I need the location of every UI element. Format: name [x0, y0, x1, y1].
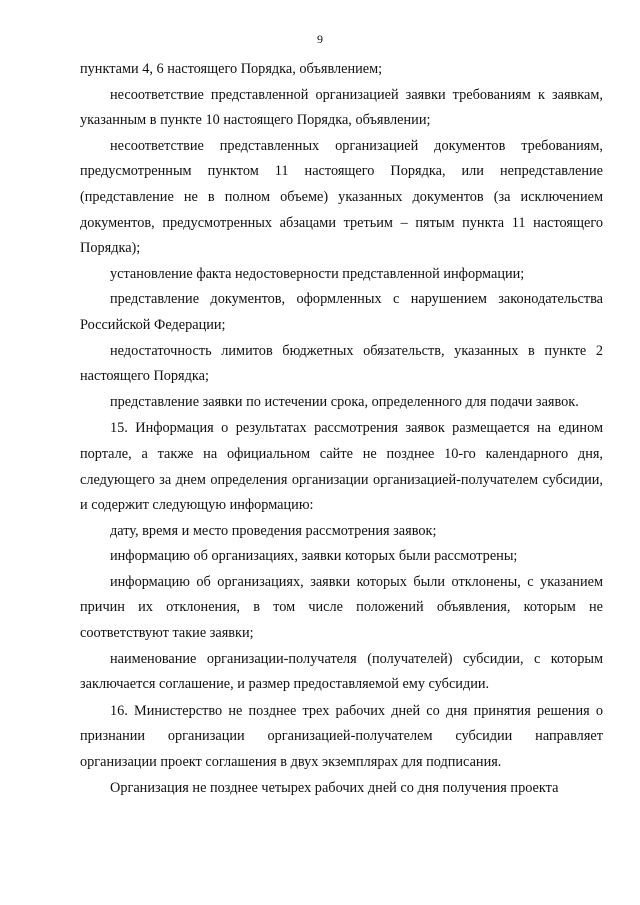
paragraph-info-recipient-name: наименование организации-получателя (получателей) субсидии, с которым заключается соглашение, и размер предоставляемой ему субсидии.: [80, 650, 603, 693]
paragraph-reason-late-submission: представление заявки по истечении срока, определенного для подачи заявок.: [110, 393, 579, 410]
paragraph-organization-signing: Организация не позднее четырех рабочих дней со дня получения проекта: [110, 779, 559, 796]
paragraph-info-date-time-place: дату, время и место проведения рассмотрения заявок;: [110, 522, 437, 539]
paragraph-info-reviewed-organizations: информацию об организациях, заявки которых были рассмотрены;: [110, 548, 518, 565]
paragraph-section-16: 16. Министерство не позднее трех рабочих дней со дня принятия решения о признании организации организацией-получателем субсидии направляет организации проект соглашения в двух экземплярах для подписания.: [80, 702, 603, 771]
paragraph-reason-law-violation: представление документов, оформленных с нарушением законодательства Российской Федерации;: [80, 291, 603, 333]
paragraph-section-15: 15. Информация о результатах рассмотрения заявок размещается на едином портале, а также на официальном сайте не позднее 10-го календарного дня, следующего за днем определения организации организацией-получателем субсидии, и содержит следующую информацию:: [80, 420, 603, 514]
paragraph-reason-documents-mismatch: несоответствие представленных организацией документов требованиям, предусмотренным пунктом 11 настоящего Порядка, или непредставление (представление не в полном объеме) указанных документов (за исключением документов, предусмотренных абзацами третьим – пятым пункта 11 настоящего Порядка);: [80, 137, 603, 257]
paragraph-info-rejected-organizations: информацию об организациях, заявки которых были отклонены, с указанием причин их отклонения, в том числе положений объявления, которым не соответствуют такие заявки;: [80, 573, 603, 642]
paragraph-reason-false-information: установление факта недостоверности представленной информации;: [110, 265, 525, 282]
page-number: 9: [317, 32, 323, 46]
paragraph-reason-application-mismatch: несоответствие представленной организацией заявки требованиям к заявкам, указанным в пункте 10 настоящего Порядка, объявлении;: [80, 86, 603, 129]
document-body: [80, 57, 603, 801]
paragraph-reason-insufficient-limits: недостаточность лимитов бюджетных обязательств, указанных в пункте 2 настоящего Порядка;: [80, 342, 603, 385]
paragraph-continuation: пунктами 4, 6 настоящего Порядка, объявлением;: [80, 61, 383, 77]
